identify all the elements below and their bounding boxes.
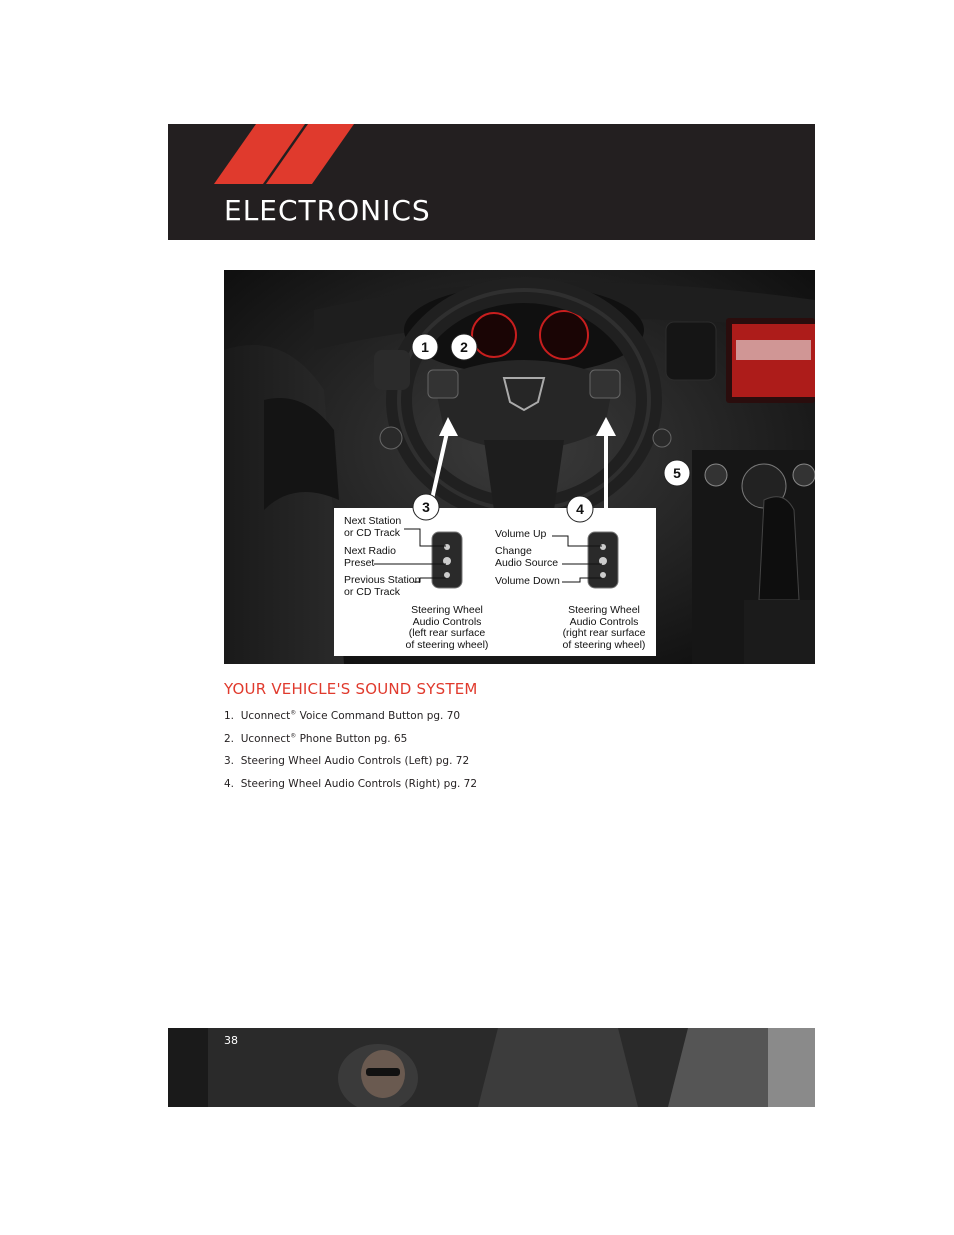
svg-text:4: 4 [576,501,584,517]
list-item: 3. Steering Wheel Audio Controls (Left) pg. 72 [224,755,470,768]
caption-left-controls: Steering Wheel Audio Controls (left rear surface of steering wheel) [405,604,489,651]
chapter-title: ELECTRONICS [224,194,431,227]
callout-marker-1 [412,334,438,360]
svg-text:3: 3 [422,499,430,515]
label-change-source: Change Audio Source [495,545,559,569]
callout-marker-3 [413,494,439,520]
list-item: 2. Uconnect® Phone Button pg. 65 [224,732,408,745]
footer-photo [168,1028,815,1107]
list-item: 4. Steering Wheel Audio Controls (Right) pg. 72 [224,777,478,790]
list-item: 1. Uconnect® Voice Command Button pg. 70 [224,709,461,722]
footer-banner [168,1028,815,1107]
page-number: 38 [224,1034,238,1047]
label-next-preset: Next Radio Preset [344,545,396,569]
label-volume-up: Volume Up [495,528,547,540]
brand-stripes-logo [168,124,368,194]
svg-text:2: 2 [460,339,468,355]
callout-marker-5 [664,460,690,486]
callout-marker-2 [451,334,477,360]
label-volume-down: Volume Down [495,575,560,587]
chapter-header [168,124,815,240]
label-previous-station: Previous Station or CD Track [344,574,421,598]
callout-marker-4 [567,496,593,522]
reference-list [224,709,477,799]
caption-right-controls: Steering Wheel Audio Controls (right rear surface of steering wheel) [562,604,646,651]
steering-wheel-figure [224,270,815,664]
svg-text:5: 5 [673,465,681,481]
section-title: YOUR VEHICLE'S SOUND SYSTEM [224,680,478,698]
label-next-station: Next Station or CD Track [344,515,402,539]
svg-text:1: 1 [421,339,429,355]
